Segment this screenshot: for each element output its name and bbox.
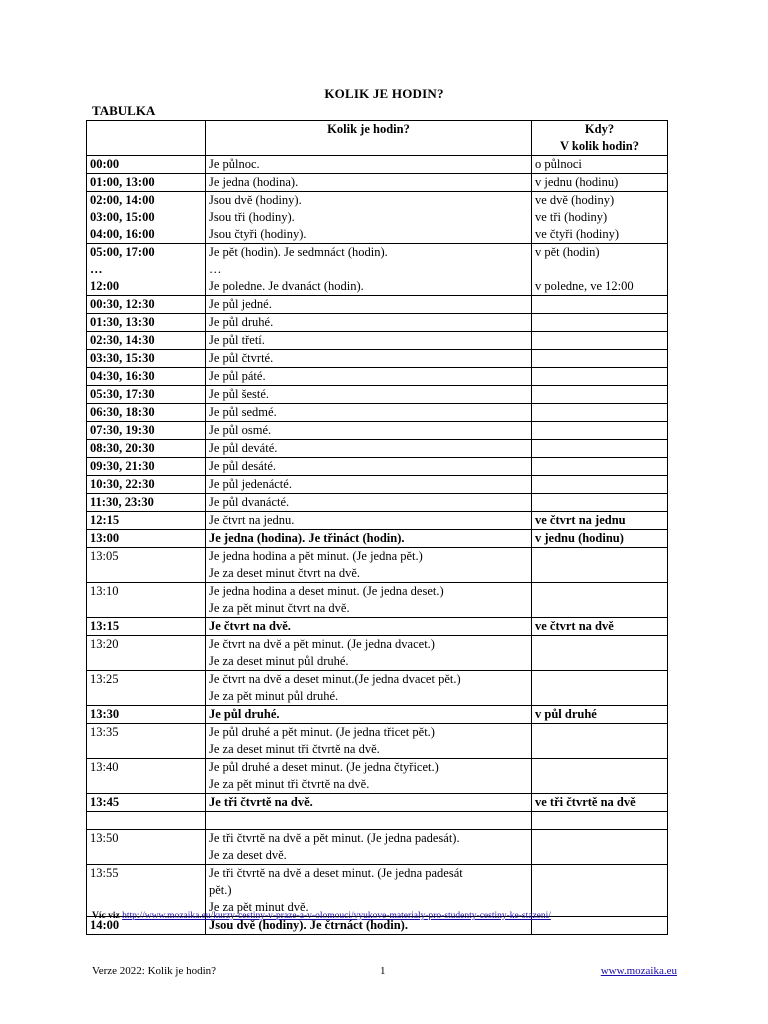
text-cell [206, 794, 532, 812]
text-cell [206, 671, 532, 706]
table-row [87, 706, 668, 724]
when-cell [532, 458, 668, 476]
when-cell-line [535, 830, 664, 847]
table-row [87, 386, 668, 404]
time-cell [87, 724, 206, 759]
time-cell-line: 13:45 [90, 795, 120, 809]
table-row [87, 636, 668, 671]
time-cell-line: 14:00 [90, 918, 120, 932]
table-row [87, 350, 668, 368]
more-info [92, 911, 551, 921]
time-cell [87, 404, 206, 422]
table-row [87, 332, 668, 350]
table-row [87, 512, 668, 530]
time-cell-line: 06:30, 18:30 [90, 405, 155, 419]
time-cell-line: 13:10 [90, 584, 119, 598]
when-cell [532, 548, 668, 583]
text-cell-line: Je půl druhé. [209, 315, 274, 329]
when-cell [532, 244, 668, 296]
time-cell-line: 01:00, 13:00 [90, 175, 155, 189]
time-cell-line: 12:15 [90, 513, 120, 527]
text-cell-line: Je půl druhé. [209, 707, 280, 721]
time-cell-line: 13:50 [90, 831, 119, 845]
time-cell-line: 03:30, 15:30 [90, 351, 155, 365]
text-cell-line: pět.) [209, 883, 232, 897]
when-cell [532, 812, 668, 830]
time-cell-line: 01:30, 13:30 [90, 315, 155, 329]
text-cell [206, 830, 532, 865]
time-cell [87, 244, 206, 296]
text-cell-line: Je půl čtvrté. [209, 351, 274, 365]
time-cell [87, 530, 206, 548]
when-cell [532, 350, 668, 368]
text-cell-line: Je za pět minut půl druhé. [209, 689, 339, 703]
text-cell [206, 706, 532, 724]
time-cell-line: 13:30 [90, 707, 120, 721]
text-cell-line: Je jedna (hodina). Je třináct (hodin). [209, 531, 405, 545]
time-cell-line: 05:00, 17:00 [90, 245, 155, 259]
table-row [87, 296, 668, 314]
time-cell [87, 368, 206, 386]
text-cell-line: Je půl desáté. [209, 459, 276, 473]
time-cell [87, 174, 206, 192]
time-table [86, 120, 668, 935]
table-row [87, 174, 668, 192]
when-cell [532, 583, 668, 618]
time-cell [87, 671, 206, 706]
time-cell [87, 812, 206, 830]
text-cell-line: Je půl druhé a deset minut. (Je jedna čtyřicet.) [209, 760, 439, 774]
when-cell-line [535, 759, 664, 776]
when-cell [532, 476, 668, 494]
time-cell-line: 00:00 [90, 157, 120, 171]
page-title: KOLIK JE HODIN? [324, 86, 444, 101]
time-cell-line: 13:00 [90, 531, 120, 545]
when-cell-line [535, 812, 664, 829]
when-cell-line [535, 865, 664, 882]
when-cell-line [535, 917, 664, 934]
time-cell [87, 296, 206, 314]
time-cell [87, 759, 206, 794]
text-cell-line: Je za pět minut dvě. [209, 900, 309, 914]
time-cell [87, 830, 206, 865]
time-cell-line: 02:30, 14:30 [90, 333, 155, 347]
time-cell [87, 476, 206, 494]
text-cell-line: Je půl osmé. [209, 423, 272, 437]
text-cell-line: Je půl jedenácté. [209, 477, 292, 491]
footer-version: Verze 2022: Kolik je hodin? [92, 965, 217, 977]
time-cell-line: 02:00, 14:00 [90, 193, 155, 207]
table-row [87, 156, 668, 174]
table-row [87, 865, 668, 917]
table-row [87, 671, 668, 706]
when-cell-line [535, 671, 664, 688]
when-cell [532, 368, 668, 386]
when-cell-line [535, 296, 664, 313]
text-cell-line: Je půl páté. [209, 369, 266, 383]
table-row [87, 244, 668, 296]
when-cell [532, 618, 668, 636]
time-cell-line: 11:30, 23:30 [90, 495, 154, 509]
when-cell-line: v jednu (hodinu) [535, 175, 619, 189]
table-row [87, 192, 668, 244]
when-cell-line [535, 548, 664, 565]
header-kdy-line: Kdy? [584, 122, 615, 136]
text-cell [206, 583, 532, 618]
when-cell [532, 332, 668, 350]
table-row [87, 812, 668, 830]
when-cell-line [535, 350, 664, 367]
when-cell-line [535, 476, 664, 493]
when-cell [532, 404, 668, 422]
when-cell [532, 724, 668, 759]
text-cell [206, 422, 532, 440]
when-cell-line: v poledne, ve 12:00 [535, 279, 634, 293]
when-cell [532, 422, 668, 440]
table-row [87, 440, 668, 458]
table-row [87, 422, 668, 440]
text-cell-line: Je tři čtvrtě na dvě. [209, 795, 313, 809]
table-row [87, 830, 668, 865]
text-cell-line: Je poledne. Je dvanáct (hodin). [209, 279, 364, 293]
when-cell-line: ve čtyři (hodiny) [535, 227, 620, 241]
table-row [87, 759, 668, 794]
when-cell [532, 512, 668, 530]
header-kdy [532, 121, 668, 156]
time-cell [87, 458, 206, 476]
when-cell-line [535, 261, 664, 278]
when-cell [532, 386, 668, 404]
when-cell-line [535, 368, 664, 385]
when-cell-line [535, 724, 664, 741]
when-cell [532, 440, 668, 458]
time-cell [87, 192, 206, 244]
text-cell-line [209, 812, 528, 829]
footer-page-number: 1 [380, 965, 386, 977]
text-cell [206, 865, 532, 917]
time-cell [87, 548, 206, 583]
text-cell-line: Je jedna (hodina). [209, 175, 299, 189]
table-row [87, 618, 668, 636]
when-cell-line [535, 583, 664, 600]
text-cell-line: Je půl deváté. [209, 441, 278, 455]
table-row [87, 458, 668, 476]
text-cell-line: Je za pět minut čtvrt na dvě. [209, 601, 350, 615]
text-cell [206, 350, 532, 368]
when-cell [532, 830, 668, 865]
time-cell-line: 09:30, 21:30 [90, 459, 155, 473]
when-cell [532, 530, 668, 548]
text-cell [206, 368, 532, 386]
when-cell [532, 706, 668, 724]
table-row [87, 530, 668, 548]
text-cell [206, 314, 532, 332]
time-cell-line: 03:00, 15:00 [90, 210, 155, 224]
table-row [87, 368, 668, 386]
header-kolik: Kolik je hodin? [206, 121, 532, 156]
table-row [87, 314, 668, 332]
time-cell [87, 583, 206, 618]
text-cell-line: Jsou čtyři (hodiny). [209, 227, 307, 241]
when-cell-line [535, 404, 664, 421]
when-cell-line [535, 386, 664, 403]
time-cell-line: 04:30, 16:30 [90, 369, 155, 383]
time-cell-line: 05:30, 17:30 [90, 387, 155, 401]
text-cell [206, 244, 532, 296]
time-cell-line: 00:30, 12:30 [90, 297, 155, 311]
text-cell-line: Je půlnoc. [209, 157, 260, 171]
text-cell-line: Je za deset minut půl druhé. [209, 654, 349, 668]
text-cell-line: Je půl sedmé. [209, 405, 277, 419]
text-cell-line: Je půl druhé a pět minut. (Je jedna třicet pět.) [209, 725, 435, 739]
text-cell [206, 636, 532, 671]
text-cell-line: Jsou dvě (hodiny). [209, 193, 302, 207]
text-cell [206, 812, 532, 830]
time-cell [87, 706, 206, 724]
time-cell [87, 636, 206, 671]
table-row [87, 476, 668, 494]
table-row [87, 404, 668, 422]
when-cell [532, 636, 668, 671]
more-info-link[interactable]: http://www.mozaika.eu/kurzy-cestiny-v-praze-a-v-olomouci/vyukove-materialy-pro-studenty-cestiny-ke-stazeni/ [122, 911, 551, 921]
more-info-label: Víc viz [92, 911, 120, 921]
when-cell-line: o půlnoci [535, 157, 582, 171]
time-cell [87, 332, 206, 350]
when-cell-line [535, 422, 664, 439]
footer-site-link[interactable]: www.mozaika.eu [600, 965, 677, 977]
text-cell-line: … [209, 262, 222, 276]
time-cell-line: 13:15 [90, 619, 120, 633]
when-cell-line: ve čtvrt na dvě [535, 619, 614, 633]
time-cell-line: 04:00, 16:00 [90, 227, 155, 241]
text-cell [206, 530, 532, 548]
text-cell-line: Je půl šesté. [209, 387, 270, 401]
when-cell [532, 671, 668, 706]
time-cell [87, 865, 206, 917]
when-cell-line: ve tři (hodiny) [535, 210, 608, 224]
section-label: TABULKA [92, 103, 156, 118]
text-cell [206, 440, 532, 458]
when-cell-line [535, 314, 664, 331]
time-cell [87, 494, 206, 512]
time-cell-line: 13:05 [90, 549, 119, 563]
time-cell [87, 512, 206, 530]
text-cell [206, 476, 532, 494]
text-cell [206, 618, 532, 636]
time-cell [87, 618, 206, 636]
when-cell-line [535, 458, 664, 475]
when-cell [532, 917, 668, 935]
text-cell-line: Je tři čtvrtě na dvě a pět minut. (Je jedna padesát). [209, 831, 460, 845]
table-row [87, 794, 668, 812]
table-row [87, 494, 668, 512]
text-cell [206, 386, 532, 404]
text-cell-line: Je půl třetí. [209, 333, 265, 347]
time-cell-line: 07:30, 19:30 [90, 423, 155, 437]
text-cell-line: Je za pět minut tři čtvrtě na dvě. [209, 777, 370, 791]
time-cell [87, 350, 206, 368]
text-cell-line: Je jedna hodina a pět minut. (Je jedna pět.) [209, 549, 423, 563]
text-cell [206, 332, 532, 350]
text-cell-line: Je za deset minut čtvrt na dvě. [209, 566, 360, 580]
text-cell [206, 192, 532, 244]
text-cell-line: Je čtvrt na dvě a deset minut.(Je jedna dvacet pět.) [209, 672, 461, 686]
when-cell [532, 494, 668, 512]
when-cell [532, 174, 668, 192]
text-cell-line: Jsou dvě (hodiny). Je čtrnáct (hodin). [209, 918, 408, 932]
header-kdy-line: V kolik hodin? [560, 139, 639, 153]
text-cell [206, 458, 532, 476]
text-cell-line: Je půl jedné. [209, 297, 272, 311]
text-cell [206, 296, 532, 314]
when-cell [532, 156, 668, 174]
text-cell [206, 548, 532, 583]
text-cell [206, 156, 532, 174]
when-cell-line: ve dvě (hodiny) [535, 193, 615, 207]
time-cell [87, 794, 206, 812]
when-cell [532, 865, 668, 917]
time-cell [87, 386, 206, 404]
when-cell [532, 314, 668, 332]
when-cell-line [535, 636, 664, 653]
when-cell-line: ve tři čtvrtě na dvě [535, 795, 636, 809]
time-cell-line: 13:40 [90, 760, 119, 774]
text-cell-line: Je jedna hodina a deset minut. (Je jedna deset.) [209, 584, 444, 598]
when-cell-line: v pět (hodin) [535, 245, 600, 259]
time-cell-line: … [90, 262, 103, 276]
text-cell-line: Je čtvrt na dvě. [209, 619, 291, 633]
text-cell [206, 494, 532, 512]
table-row [87, 583, 668, 618]
when-cell-line [535, 440, 664, 457]
when-cell [532, 759, 668, 794]
text-cell-line: Jsou tři (hodiny). [209, 210, 295, 224]
text-cell-line: Je čtvrt na dvě a pět minut. (Je jedna dvacet.) [209, 637, 435, 651]
when-cell-line: v půl druhé [535, 707, 597, 721]
time-cell [87, 314, 206, 332]
text-cell [206, 512, 532, 530]
time-cell-line: 13:35 [90, 725, 119, 739]
time-cell-line: 08:30, 20:30 [90, 441, 155, 455]
time-cell-line: 12:00 [90, 279, 120, 293]
text-cell-line: Je pět (hodin). Je sedmnáct (hodin). [209, 245, 388, 259]
table-header-row [87, 121, 668, 156]
time-cell [87, 440, 206, 458]
time-cell-line: 13:20 [90, 637, 119, 651]
when-cell-line: ve čtvrt na jednu [535, 513, 626, 527]
text-cell-line: Je tři čtvrtě na dvě a deset minut. (Je jedna padesát [209, 866, 463, 880]
time-cell [87, 422, 206, 440]
time-cell-line: 10:30, 22:30 [90, 477, 155, 491]
when-cell [532, 296, 668, 314]
text-cell [206, 404, 532, 422]
time-cell-line: 13:25 [90, 672, 119, 686]
table-row [87, 548, 668, 583]
text-cell-line: Je půl dvanácté. [209, 495, 290, 509]
text-cell [206, 759, 532, 794]
text-cell-line: Je za deset dvě. [209, 848, 287, 862]
text-cell-line: Je čtvrt na jednu. [209, 513, 295, 527]
time-cell-line [90, 812, 202, 829]
table-row [87, 724, 668, 759]
text-cell [206, 174, 532, 192]
text-cell-line: Je za deset minut tři čtvrtě na dvě. [209, 742, 380, 756]
when-cell [532, 794, 668, 812]
when-cell-line [535, 332, 664, 349]
time-cell-line: 13:55 [90, 866, 119, 880]
when-cell [532, 192, 668, 244]
text-cell [206, 724, 532, 759]
header-time [87, 121, 206, 156]
when-cell-line [535, 494, 664, 511]
time-cell [87, 156, 206, 174]
when-cell-line: v jednu (hodinu) [535, 531, 624, 545]
